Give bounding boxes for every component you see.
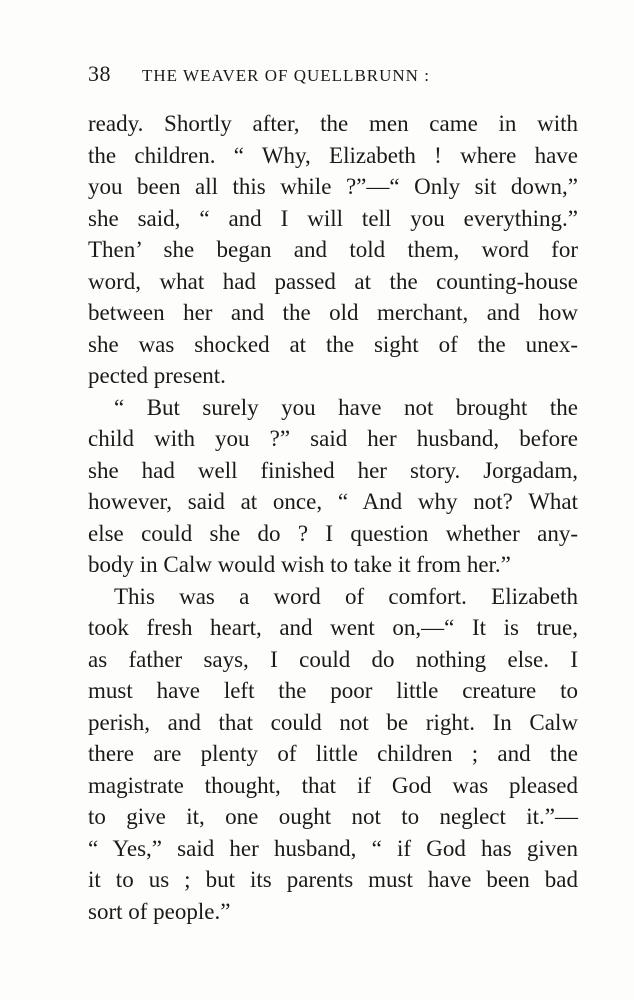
- text-line: as father says, I could do nothing else. I: [88, 646, 578, 672]
- text-line: the children. “ Why, Elizabeth ! where have: [88, 142, 578, 168]
- text-line: she said, “ and I will tell you everything.”: [88, 205, 578, 231]
- page-header: [88, 60, 588, 88]
- text-line: took fresh heart, and went on,—“ It is true,: [88, 615, 578, 640]
- page-number: 38: [88, 61, 111, 86]
- text-line: “ Yes,” said her husband, “ if God has given: [88, 835, 578, 861]
- text-line: else could she do ? I question whether any-: [88, 520, 578, 546]
- text-line: child with you ?” said her husband, before: [88, 426, 578, 451]
- text-line: there are plenty of little children ; and the: [88, 741, 578, 766]
- text-line: pected present.: [88, 363, 226, 388]
- text-line: ready. Shortly after, the men came in with: [88, 111, 578, 136]
- text-line: body in Calw would wish to take it from her.”: [88, 552, 511, 577]
- text-line: she had well finished her story. Jorgadam,: [88, 457, 578, 483]
- text-line: word, what had passed at the counting-house: [88, 268, 578, 294]
- text-line: she was shocked at the sight of the unex-: [88, 331, 578, 357]
- text-line: sort of people.”: [88, 898, 231, 924]
- text-line: Then’ she began and told them, word for: [88, 237, 578, 262]
- text-line: you been all this while ?”—“ Only sit down,”: [88, 174, 578, 199]
- body-text: [88, 108, 578, 927]
- text-line: it to us ; but its parents must have been bad: [88, 867, 578, 892]
- text-line: “ But surely you have not brought the: [114, 394, 578, 420]
- running-head: THE WEAVER OF QUELLBRUNN :: [142, 66, 430, 85]
- text-line: must have left the poor little creature to: [88, 678, 578, 703]
- text-line: however, said at once, “ And why not? What: [88, 489, 578, 514]
- text-line: perish, and that could not be right. In Calw: [88, 709, 578, 735]
- text-line: to give it, one ought not to neglect it.”—: [88, 804, 578, 829]
- text-line: magistrate thought, that if God was pleased: [88, 772, 578, 798]
- text-line: This was a word of comfort. Elizabeth: [114, 583, 578, 609]
- text-line: between her and the old merchant, and how: [88, 300, 578, 325]
